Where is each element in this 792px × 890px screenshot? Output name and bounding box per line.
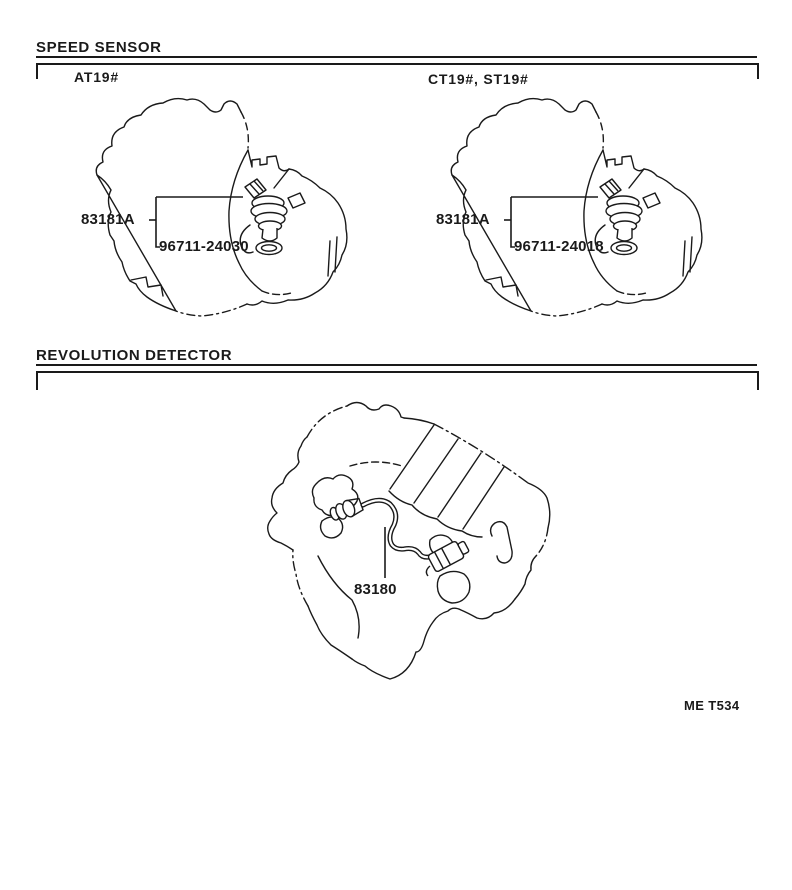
variant-label-ct19-st19: CT19#, ST19# [428,71,529,87]
revolution-detector-illustration [328,496,471,578]
part-label-96711-24018: 96711-24018 [514,238,604,255]
speed-sensor-illustration-right [600,179,660,255]
variant-label-at19: AT19# [74,69,119,85]
transaxle-drawing-right [451,99,702,316]
transaxle-drawing-left [96,99,347,316]
speed-sensor-illustration-left [245,179,305,255]
engine-drawing [268,403,550,680]
part-label-83180: 83180 [354,581,397,598]
figure-code: ME T534 [684,698,740,713]
section-title-speed-sensor: SPEED SENSOR [36,39,162,56]
section-title-revolution-detector: REVOLUTION DETECTOR [36,347,233,364]
part-label-96711-24030: 96711-24030 [159,238,249,255]
part-label-83181a-right: 83181A [436,211,490,228]
part-label-83181a-left: 83181A [81,211,135,228]
variant-ct19-st19-drawing [451,99,702,316]
